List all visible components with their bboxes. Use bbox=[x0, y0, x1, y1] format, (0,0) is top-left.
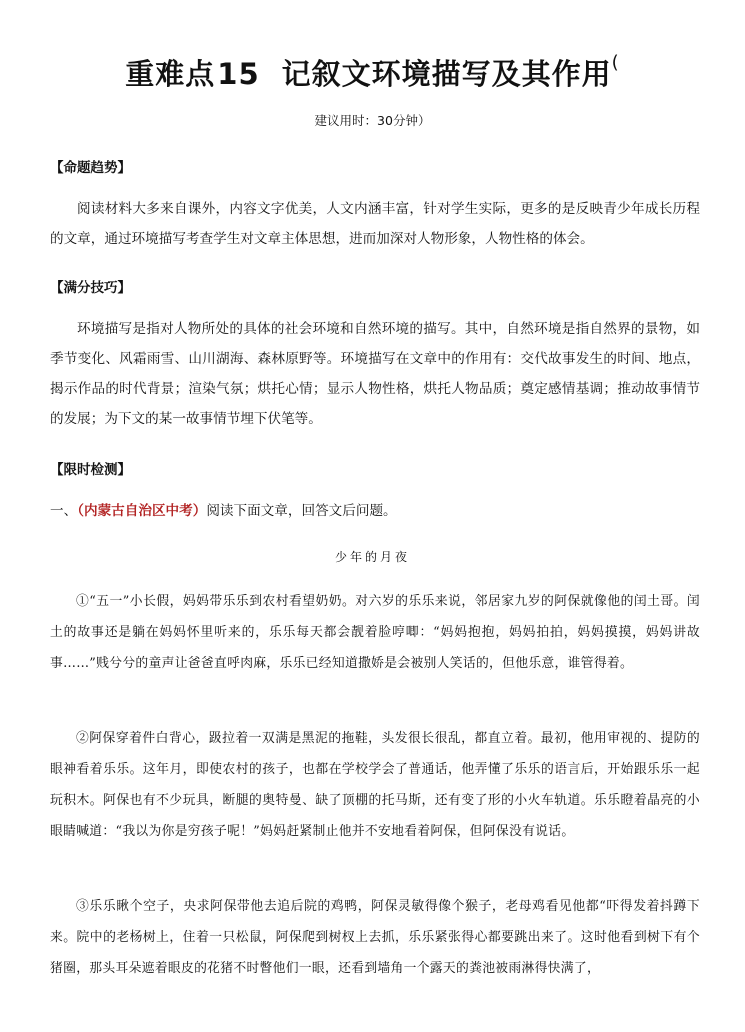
trend-paragraph: 阅读材料大多来自课外，内容文字优美，人文内涵丰富，针对学生实际，更多的是反映青少年成长历程的文章，通过环境描写考查学生对文章主体思想，进而加深对人物形象，人物性格的体会。 bbox=[50, 201, 700, 247]
question-prefix: 一、 bbox=[50, 503, 78, 519]
page-title bbox=[0, 52, 745, 93]
title-main: 记叙文环境描写及其作用 bbox=[281, 57, 612, 91]
story-title: 少年的月夜 bbox=[334, 550, 410, 564]
title-prefix: 重难点 bbox=[125, 57, 216, 91]
section-heading-trend: 【命题趋势】 bbox=[50, 160, 131, 176]
title-paren: ( bbox=[611, 52, 620, 73]
skills-paragraph: 环境描写是指对人物所处的具体的社会环境和自然环境的描写。其中，自然环境是指自然界的景物，如季节变化、风霜雨雪、山川湖海、森林原野等。环境描写在文章中的作用有：交代故事发生的时间、地点，揭示作品的时代背景；渲染气氛；烘托心情；显示人物性格，烘托人物品质；奠定感情基调；推动故事情节的发展；为下文的某一故事情节埋下伏笔等。 bbox=[50, 321, 700, 427]
question-line bbox=[50, 499, 397, 519]
story-paragraph-2: ②阿保穿着件白背心，趿拉着一双满是黑泥的拖鞋，头发很长很乱，都直立着。最初，他用审视的、提防的眼神看着乐乐。这年月，即使农村的孩子，也都在学校学会了普通话，他弄懂了乐乐的语言后，开始跟乐乐一起玩积木。阿保也有不少玩具，断腿的奥特曼、缺了顶棚的托马斯，还有变了形的小火车轨道。乐乐瞪着晶亮的小眼睛喊道：“我以为你是穷孩子呢！”妈妈赶紧制止他并不安地看着阿保，但阿保没有说话。 bbox=[50, 731, 700, 839]
question-instruction: 阅读下面文章，回答文后问题。 bbox=[206, 503, 397, 519]
suggested-time: 建议用时：30分钟） bbox=[314, 113, 431, 128]
story-paragraph-1: ①“五一”小长假，妈妈带乐乐到农村看望奶奶。对六岁的乐乐来说，邻居家九岁的阿保就像他的闰土哥。闰土的故事还是躺在妈妈怀里听来的，乐乐每天都会靓着脸哼唧：“妈妈抱抱，妈妈拍拍，妈妈摸摸，妈妈讲故事……”贱兮兮的童声让爸爸直呼肉麻，乐乐已经知道撒娇是会被别人笑话的，但他乐意，谁管得着。 bbox=[50, 594, 700, 671]
question-source: （内蒙古自治区中考） bbox=[77, 503, 207, 519]
title-number: 15 bbox=[217, 57, 260, 91]
story-paragraph-3: ③乐乐瞅个空子，央求阿保带他去追后院的鸡鸭，阿保灵敏得像个猴子，老母鸡看见他都“吓得发着抖蹲下来。院中的老杨树上，住着一只松鼠，阿保爬到树杈上去抓，乐乐紧张得心都要跳出来了。这时他看到树下有个猪圈，那头耳朵遮着眼皮的花猪不时瞥他们一眼，还看到墙角一个露天的粪池被雨淋得快满了， bbox=[50, 899, 700, 976]
section-heading-skills: 【满分技巧】 bbox=[50, 280, 131, 296]
section-heading-test: 【限时检测】 bbox=[50, 462, 131, 478]
